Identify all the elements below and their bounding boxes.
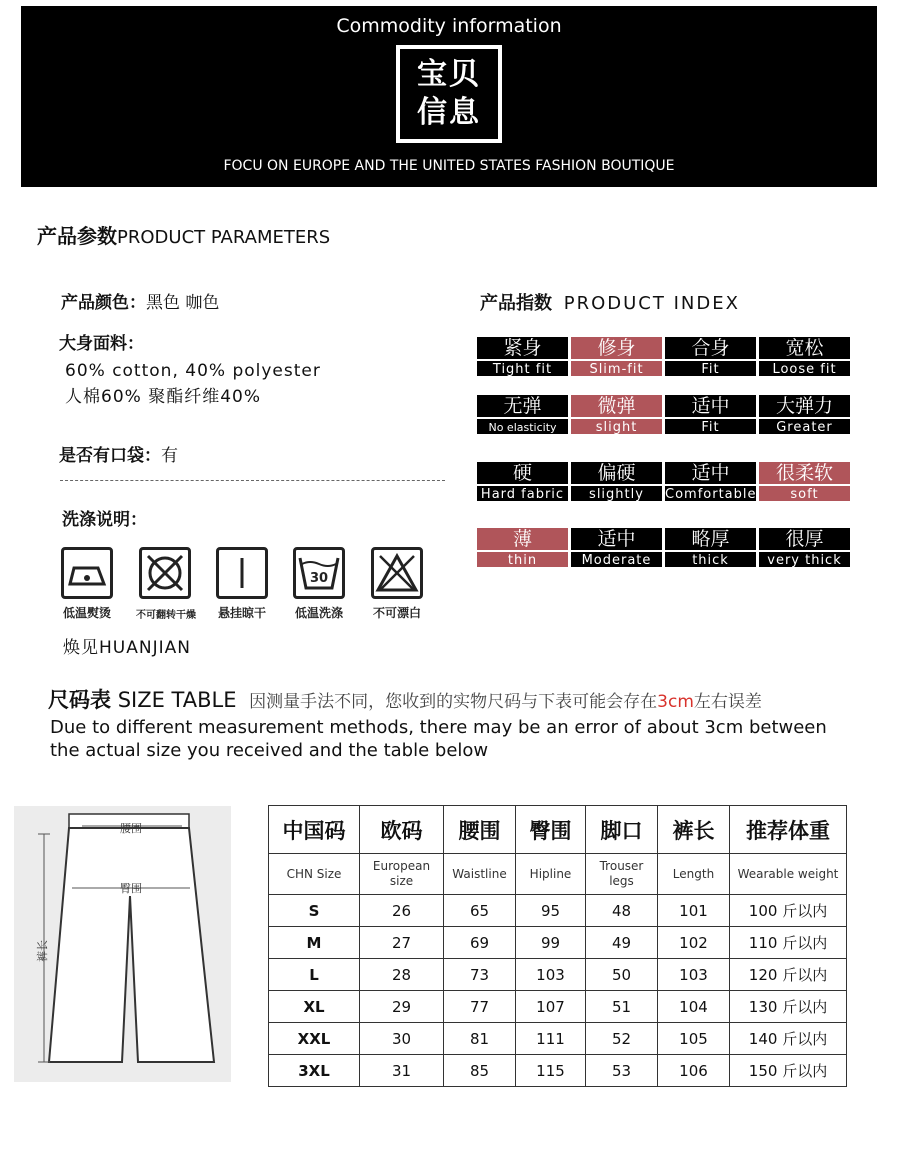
- index-option-cn: 硬: [477, 462, 568, 484]
- index-option-cn: 微弹: [571, 395, 662, 417]
- color-value: 黑色 咖色: [146, 293, 220, 313]
- column-header: 欧码: [360, 806, 444, 854]
- index-option: [477, 337, 568, 376]
- index-option-cn: 紧身: [477, 337, 568, 359]
- index-option-cn: 适中: [571, 528, 662, 550]
- care-label-bleach: 不可漂白: [372, 606, 421, 620]
- pocket-label: 是否有口袋：: [59, 446, 161, 466]
- index-option-en: thin: [477, 550, 568, 567]
- index-option-en: Hard fabric: [477, 484, 568, 501]
- table-cell: 95: [516, 895, 586, 927]
- column-header: 臀围: [516, 806, 586, 854]
- care-label-tumble: 不可翻转干燥: [136, 610, 196, 621]
- table-cell: 101: [658, 895, 730, 927]
- table-cell: 48: [586, 895, 658, 927]
- table-row: [269, 895, 847, 927]
- params-heading: [37, 220, 330, 249]
- index-option-en: slight: [571, 417, 662, 434]
- wash-30-icon: [293, 547, 345, 599]
- index-option: [477, 395, 568, 434]
- diagram-hip-label: 臀围: [120, 882, 142, 895]
- banner-logo-box: [396, 45, 502, 143]
- table-cell: 111: [516, 1023, 586, 1055]
- index-option: [571, 462, 662, 501]
- banner-subtitle: FOCU ON EUROPE AND THE UNITED STATES FASHION BOUTIQUE: [223, 158, 675, 174]
- care-label-iron: 低温熨烫: [62, 606, 111, 620]
- table-cell: 130 斤以内: [730, 991, 847, 1023]
- index-option-cn: 很柔软: [759, 462, 850, 484]
- table-cell: 100 斤以内: [730, 895, 847, 927]
- banner-box-line2: 信息: [417, 95, 481, 130]
- table-cell: 85: [444, 1055, 516, 1087]
- table-cell: 27: [360, 927, 444, 959]
- size-cell: XXL: [269, 1023, 360, 1055]
- table-header-row: [269, 806, 847, 854]
- column-subheader: Wearable weight: [730, 854, 847, 895]
- table-cell: 103: [516, 959, 586, 991]
- table-cell: 30: [360, 1023, 444, 1055]
- table-cell: 77: [444, 991, 516, 1023]
- index-option-en: thick: [665, 550, 756, 567]
- table-cell: 73: [444, 959, 516, 991]
- index-option-selected: [571, 337, 662, 376]
- index-option-cn: 偏硬: [571, 462, 662, 484]
- table-cell: 51: [586, 991, 658, 1023]
- index-option-cn: 很厚: [759, 528, 850, 550]
- index-option-cn: 无弹: [477, 395, 568, 417]
- index-option-en: very thick: [759, 550, 850, 567]
- index-option-cn: 适中: [665, 462, 756, 484]
- table-row: [269, 959, 847, 991]
- material-cn: 人棉60% 聚酯纤维40%: [65, 387, 261, 407]
- table-cell: 102: [658, 927, 730, 959]
- column-header: 腰围: [444, 806, 516, 854]
- wash-temp-text: 30: [309, 571, 329, 586]
- table-cell: 105: [658, 1023, 730, 1055]
- table-cell: 110 斤以内: [730, 927, 847, 959]
- index-option-cn: 略厚: [665, 528, 756, 550]
- material-en: 60% cotton, 40% polyester: [65, 361, 321, 381]
- column-header: 裤长: [658, 806, 730, 854]
- index-row: [477, 395, 850, 434]
- table-row: [269, 927, 847, 959]
- hang-dry-icon: [216, 547, 268, 599]
- table-row: [269, 991, 847, 1023]
- table-row: [269, 1023, 847, 1055]
- table-cell: 26: [360, 895, 444, 927]
- index-option-en: soft: [759, 484, 850, 501]
- index-option: [759, 395, 850, 434]
- wash-label: 洗涤说明：: [62, 510, 147, 530]
- index-heading-cn: 产品指数: [480, 293, 552, 314]
- size-note: [249, 692, 762, 712]
- column-header: 推荐体重: [730, 806, 847, 854]
- table-cell: 28: [360, 959, 444, 991]
- care-label-hang: 悬挂晾干: [217, 606, 266, 620]
- table-cell: 50: [586, 959, 658, 991]
- index-option: [759, 528, 850, 567]
- column-subheader: Trouser legs: [586, 854, 658, 895]
- table-cell: 52: [586, 1023, 658, 1055]
- size-note-a: 因测量手法不同，您收到的实物尺码与下表可能会存在: [249, 692, 658, 712]
- table-cell: 107: [516, 991, 586, 1023]
- column-subheader: CHN Size: [269, 854, 360, 895]
- table-cell: 81: [444, 1023, 516, 1055]
- index-option-en: Fit: [665, 417, 756, 434]
- size-cell: 3XL: [269, 1055, 360, 1087]
- index-heading: [480, 289, 740, 315]
- size-cell: L: [269, 959, 360, 991]
- index-option-en: slightly: [571, 484, 662, 501]
- size-cell: M: [269, 927, 360, 959]
- index-option-selected: [571, 395, 662, 434]
- table-cell: 120 斤以内: [730, 959, 847, 991]
- index-option-cn: 宽松: [759, 337, 850, 359]
- size-heading-en: SIZE TABLE: [117, 688, 237, 712]
- column-subheader: European size: [360, 854, 444, 895]
- color-row: [61, 288, 219, 313]
- index-option-en: Slim-fit: [571, 359, 662, 376]
- table-cell: 99: [516, 927, 586, 959]
- index-option-en: Tight fit: [477, 359, 568, 376]
- column-header: 脚口: [586, 806, 658, 854]
- size-cell: XL: [269, 991, 360, 1023]
- info-banner: [21, 6, 877, 187]
- index-option-cn: 修身: [571, 337, 662, 359]
- index-option: [665, 337, 756, 376]
- column-header: 中国码: [269, 806, 360, 854]
- care-label-wash: 低温洗涤: [294, 606, 343, 620]
- size-description: Due to different measurement methods, there may be an error of about 3cm between the actual size you received and the table below: [50, 717, 827, 761]
- index-option-en: No elasticity: [477, 417, 568, 434]
- index-option: [571, 528, 662, 567]
- no-tumble-dry-icon: [139, 547, 191, 599]
- color-label: 产品颜色：: [61, 293, 146, 313]
- table-cell: 29: [360, 991, 444, 1023]
- index-row: [477, 337, 850, 376]
- diagram-waist-label: 腰围: [120, 822, 142, 835]
- index-option-cn: 适中: [665, 395, 756, 417]
- table-cell: 115: [516, 1055, 586, 1087]
- table-cell: 65: [444, 895, 516, 927]
- params-heading-cn: 产品参数: [37, 224, 117, 248]
- table-row: [269, 1055, 847, 1087]
- size-note-highlight: 3cm: [657, 692, 694, 712]
- index-heading-en: PRODUCT INDEX: [563, 293, 740, 314]
- table-cell: 104: [658, 991, 730, 1023]
- index-row: [477, 528, 850, 567]
- index-option: [759, 337, 850, 376]
- table-cell: 150 斤以内: [730, 1055, 847, 1087]
- index-option-cn: 合身: [665, 337, 756, 359]
- index-option-cn: 薄: [477, 528, 568, 550]
- size-heading-cn: 尺码表: [48, 688, 111, 712]
- pocket-value: 有: [161, 446, 178, 466]
- index-option: [477, 462, 568, 501]
- column-subheader: Length: [658, 854, 730, 895]
- index-option: [665, 462, 756, 501]
- banner-title: Commodity information: [336, 15, 562, 37]
- size-heading: [48, 684, 762, 714]
- table-cell: 140 斤以内: [730, 1023, 847, 1055]
- index-option-cn: 大弹力: [759, 395, 850, 417]
- table-subheader-row: [269, 854, 847, 895]
- brand-name: 焕见HUANJIAN: [63, 638, 191, 658]
- no-bleach-icon: [371, 547, 423, 599]
- banner-box-line1: 宝贝: [417, 57, 481, 92]
- divider: [60, 480, 445, 481]
- column-subheader: Hipline: [516, 854, 586, 895]
- index-option-en: Moderate: [571, 550, 662, 567]
- table-cell: 106: [658, 1055, 730, 1087]
- pocket-row: [59, 441, 178, 466]
- pants-diagram: [14, 806, 231, 1082]
- table-cell: 31: [360, 1055, 444, 1087]
- index-option: [665, 528, 756, 567]
- index-option-en: Loose fit: [759, 359, 850, 376]
- table-cell: 53: [586, 1055, 658, 1087]
- column-subheader: Waistline: [444, 854, 516, 895]
- index-option-en: Fit: [665, 359, 756, 376]
- index-option: [665, 395, 756, 434]
- iron-low-temp-icon: [61, 547, 113, 599]
- diagram-length-label: 裤长: [36, 940, 49, 962]
- table-cell: 103: [658, 959, 730, 991]
- table-cell: 49: [586, 927, 658, 959]
- size-cell: S: [269, 895, 360, 927]
- index-row: [477, 462, 850, 501]
- index-option-en: Comfortable: [665, 484, 756, 501]
- index-option-selected: [759, 462, 850, 501]
- index-option-en: Greater: [759, 417, 850, 434]
- material-label: 大身面料：: [59, 334, 144, 354]
- index-option-selected: [477, 528, 568, 567]
- size-note-c: 左右误差: [693, 692, 762, 712]
- table-cell: 69: [444, 927, 516, 959]
- size-table: [268, 805, 847, 1087]
- params-heading-en: PRODUCT PARAMETERS: [117, 227, 331, 248]
